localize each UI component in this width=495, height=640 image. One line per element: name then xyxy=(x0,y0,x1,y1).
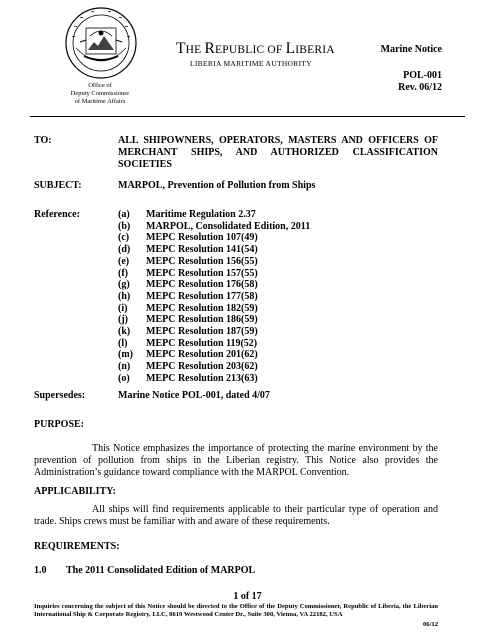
notice-number: POL-001 xyxy=(403,70,442,81)
liberia-seal-icon xyxy=(64,6,138,80)
purpose-heading: PURPOSE: xyxy=(34,419,84,430)
reference-item: (j) MEPC Resolution 186(59) xyxy=(118,314,258,326)
supersedes-label: Supersedes: xyxy=(34,390,86,401)
reference-item: (n) MEPC Resolution 203(62) xyxy=(118,361,258,373)
supersedes-text: Marine Notice POL-001, dated 4/07 xyxy=(118,390,270,401)
republic-title: THE REPUBLIC OF LIBERIA xyxy=(176,40,335,57)
reference-item: (b) MARPOL, Consolidated Edition, 2011 xyxy=(118,220,311,232)
office-caption xyxy=(40,82,160,106)
reference-item: (g) MEPC Resolution 176(58) xyxy=(118,279,258,291)
subject-label: SUBJECT: xyxy=(34,180,82,191)
notice-revision: Rev. 06/12 xyxy=(398,82,442,93)
header-divider xyxy=(30,116,465,117)
section-number: 1.0 xyxy=(34,565,47,576)
reference-item: (i) MEPC Resolution 182(59) xyxy=(118,302,258,314)
page-number: 1 of 17 xyxy=(233,591,262,602)
reference-item: (m) MEPC Resolution 201(62) xyxy=(118,349,258,361)
footer-revision: 06/12 xyxy=(422,621,438,628)
authority-name: LIBERIA MARITIME AUTHORITY xyxy=(190,59,312,68)
reference-item: (f) MEPC Resolution 157(55) xyxy=(118,267,258,279)
notice-id xyxy=(398,70,442,94)
office-line-1: Office of xyxy=(88,82,112,89)
office-line-3: of Maritime Affairs xyxy=(74,98,126,105)
requirements-heading: REQUIREMENTS: xyxy=(34,541,120,552)
reference-label: Reference: xyxy=(34,209,80,220)
section-title: The 2011 Consolidated Edition of MARPOL xyxy=(66,565,256,576)
subject-text: MARPOL, Prevention of Pollution from Ships xyxy=(118,180,316,191)
applicability-paragraph: All ships will find requirements applicable to their particular type of operation and trade. Ships crews must be familiar with and aware of these requirements. xyxy=(34,504,438,528)
office-line-2: Deputy Commissioner xyxy=(70,90,130,97)
reference-item: (a) Maritime Regulation 2.37 xyxy=(118,209,256,220)
reference-item: (d) MEPC Resolution 141(54) xyxy=(118,244,258,256)
reference-list xyxy=(118,209,310,385)
reference-item: (k) MEPC Resolution 187(59) xyxy=(118,326,258,338)
reference-item: (c) MEPC Resolution 107(49) xyxy=(118,232,258,244)
purpose-paragraph: This Notice emphasizes the importance of protecting the marine environment by the prevention of pollution from ships in the Liberian registry. This Notice also provides the Administration’s guidance toward compliance with the MARPOL Convention. xyxy=(34,443,438,479)
reference-item: (e) MEPC Resolution 156(55) xyxy=(118,255,258,267)
reference-item: (h) MEPC Resolution 177(58) xyxy=(118,290,258,302)
notice-type: Marine Notice xyxy=(380,44,442,55)
to-recipients: ALL SHIPOWNERS, OPERATORS, MASTERS AND OFFICERS OF MERCHANT SHIPS, AND AUTHORIZED CLASSIFICATION SOCIETIES xyxy=(118,135,438,171)
to-label: TO: xyxy=(34,135,52,146)
footer-inquiries: Inquiries concerning the subject of this Notice should be directed to the Office of the Deputy Commissioner, Republic of Liberia, the Liberian International Ship & Corporate Registry, LLC, 8619 Westwood Center Dr., Suite 300, Vienna, VA 22182, USA xyxy=(34,603,438,619)
reference-item: (l) MEPC Resolution 119(52) xyxy=(118,337,258,349)
reference-item: (o) MEPC Resolution 213(63) xyxy=(118,372,258,384)
applicability-heading: APPLICABILITY: xyxy=(34,486,116,497)
